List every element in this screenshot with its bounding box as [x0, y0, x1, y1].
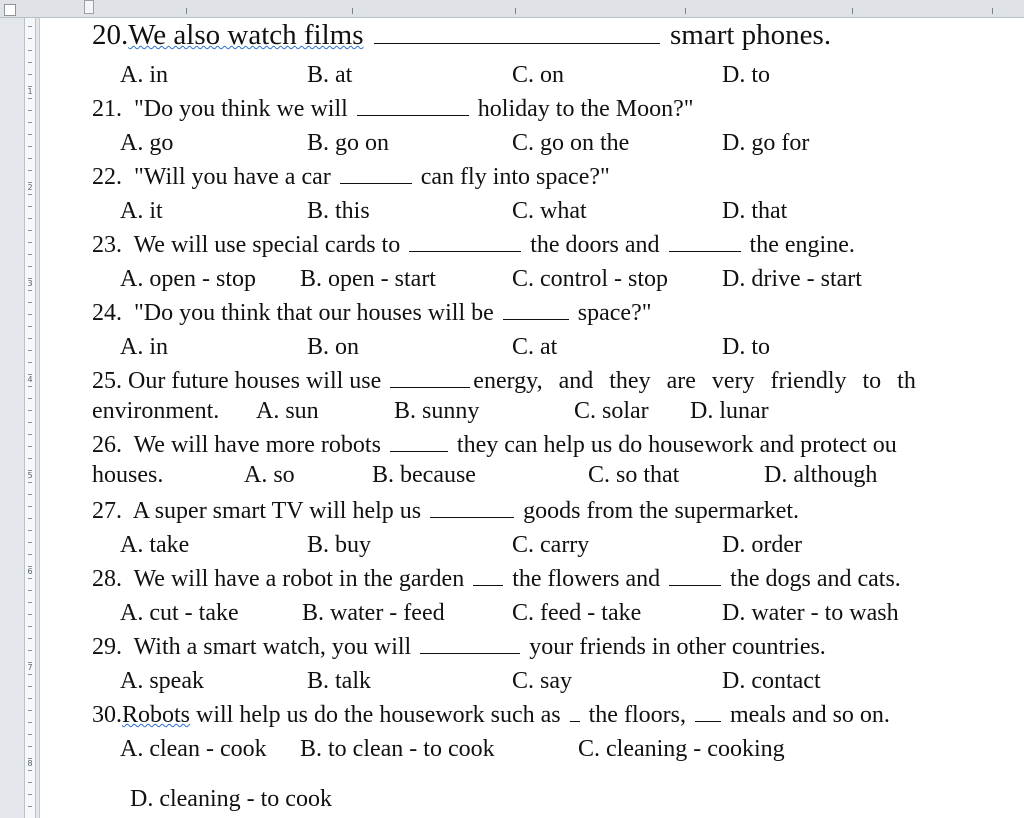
question-24: [92, 298, 652, 328]
option-c[interactable]: C. at: [512, 334, 558, 360]
ruler-tick: [28, 62, 32, 63]
ruler-tick: [28, 254, 32, 255]
question-number: 26.: [92, 432, 122, 458]
option-d[interactable]: D. cleaning - to cook: [130, 786, 332, 812]
ruler-tick: [28, 362, 32, 363]
option-d[interactable]: D. lunar: [690, 398, 769, 424]
option-c[interactable]: C. say: [512, 668, 572, 694]
question-text-end: space?": [577, 300, 652, 326]
ruler-number: 5: [27, 471, 33, 480]
question-number: 25.: [92, 368, 122, 394]
ruler-tick: [28, 50, 32, 51]
ruler-number: 8: [27, 759, 33, 768]
answer-blank[interactable]: [669, 585, 721, 586]
ruler-tick: [28, 266, 32, 267]
ruler-tick: [28, 542, 32, 543]
first-line-indent-marker[interactable]: [84, 0, 94, 14]
question-21: [92, 94, 694, 124]
ruler-tick: [28, 326, 32, 327]
ruler-tick: [28, 746, 32, 747]
ruler-tick: [28, 98, 32, 99]
ruler-tick: [28, 110, 32, 111]
ruler-tick: [28, 146, 32, 147]
answer-blank[interactable]: [340, 183, 412, 184]
option-d[interactable]: D. to: [722, 62, 770, 88]
question-text-end: meals and so on.: [729, 702, 890, 728]
ruler-tick: [28, 74, 32, 75]
ruler-tick: [28, 806, 32, 807]
answer-blank[interactable]: [390, 387, 470, 388]
option-d[interactable]: D. go for: [722, 130, 810, 156]
ruler-tick: [852, 8, 853, 14]
option-a[interactable]: A. clean - cook: [120, 736, 267, 762]
ruler-tick: [28, 650, 32, 651]
ruler-tick: [28, 158, 32, 159]
ruler-number: 6: [27, 567, 33, 576]
answer-blank[interactable]: [473, 585, 503, 586]
ruler-tick: [28, 434, 32, 435]
ruler-tick: [28, 422, 32, 423]
ruler-tick: [28, 530, 32, 531]
answer-blank[interactable]: [409, 251, 521, 252]
question-30: [92, 700, 890, 730]
answer-blank[interactable]: [503, 319, 569, 320]
question-23: [92, 230, 855, 260]
option-c[interactable]: C. go on the: [512, 130, 630, 156]
question-number: 29.: [92, 634, 122, 660]
answer-blank[interactable]: [695, 721, 721, 722]
option-d[interactable]: D. order: [722, 532, 802, 558]
question-28: [92, 564, 901, 594]
option-a[interactable]: A. so: [244, 462, 295, 488]
ruler-tick: [28, 734, 32, 735]
ruler-tick: [28, 398, 32, 399]
ruler-tick: [28, 674, 32, 675]
question-text-end: goods from the supermarket.: [523, 498, 800, 524]
question-number: 21.: [92, 96, 122, 122]
option-b[interactable]: B. water - feed: [302, 600, 445, 626]
question-text: We also watch films: [128, 19, 364, 51]
ruler-tick: [28, 314, 32, 315]
question-text: A super smart TV will help us: [132, 498, 422, 524]
ruler-tick: [28, 794, 32, 795]
question-text: We will have a robot in the garden: [133, 566, 465, 592]
ruler-tick: [28, 170, 32, 171]
question-number: 22.: [92, 164, 122, 190]
answer-blank[interactable]: [390, 451, 448, 452]
question-number: 30.: [92, 702, 122, 728]
question-text: will help us do the housework such as: [196, 702, 561, 728]
ruler-tick: [28, 578, 32, 579]
ruler-tick: [28, 230, 32, 231]
ruler-number: 4: [27, 375, 33, 384]
answer-blank[interactable]: [420, 653, 520, 654]
question-text: "Do you think that our houses will be: [134, 300, 494, 326]
question-text-middle: the doors and: [530, 232, 660, 258]
ruler-number: 3: [27, 279, 33, 288]
ruler-tick: [28, 26, 32, 27]
question-text-end: the dogs and cats.: [730, 566, 901, 592]
ruler-tick: [352, 8, 353, 14]
option-a[interactable]: A. go: [120, 130, 174, 156]
ruler-tick: [685, 8, 686, 14]
ruler-tick: [28, 338, 32, 339]
option-b[interactable]: B. buy: [307, 532, 372, 558]
question-text-end: they can help us do housework and protect ou: [456, 432, 897, 458]
ruler-number: 2: [27, 183, 33, 192]
ruler-tick: [28, 410, 32, 411]
option-b[interactable]: B. go on: [307, 130, 390, 156]
option-d[interactable]: D. to: [722, 334, 770, 360]
ruler-number: 7: [27, 663, 33, 672]
ruler-tick: [28, 218, 32, 219]
option-b[interactable]: B. at: [307, 62, 353, 88]
vertical-ruler: [0, 18, 40, 818]
question-26: [92, 430, 897, 460]
ruler-tick: [28, 590, 32, 591]
option-a[interactable]: A. open - stop: [120, 266, 256, 292]
option-d[interactable]: D. drive - start: [722, 266, 862, 292]
question-text: We will use special cards to: [133, 232, 401, 258]
option-d[interactable]: D. contact: [722, 668, 821, 694]
question-text: With a smart watch, you will: [133, 634, 412, 660]
option-c[interactable]: C. feed - take: [512, 600, 642, 626]
question-text-middle: the floors,: [588, 702, 686, 728]
option-c[interactable]: C. on: [512, 62, 565, 88]
answer-blank[interactable]: [669, 251, 741, 252]
question-text: "Do you think we will: [134, 96, 348, 122]
ruler-tick: [992, 8, 993, 14]
option-b[interactable]: B. to clean - to cook: [300, 736, 495, 762]
ruler-tick: [28, 602, 32, 603]
ruler-tick: [28, 638, 32, 639]
option-a[interactable]: A. in: [120, 62, 168, 88]
question-text-end: the engine.: [749, 232, 855, 258]
option-a[interactable]: A. cut - take: [120, 600, 239, 626]
answer-blank[interactable]: [430, 517, 514, 518]
ruler-tick: [28, 206, 32, 207]
option-a[interactable]: A. in: [120, 334, 168, 360]
option-b[interactable]: B. on: [307, 334, 360, 360]
ruler-tick: [28, 350, 32, 351]
ruler-tick: [28, 782, 32, 783]
question-number: 27.: [92, 498, 122, 524]
question-text-middle: the flowers and: [512, 566, 661, 592]
question-number: 24.: [92, 300, 122, 326]
ruler-tick: [186, 8, 187, 14]
ruler-tick: [28, 194, 32, 195]
ruler-tick: [28, 554, 32, 555]
ruler-tick: [28, 122, 32, 123]
option-c[interactable]: C. what: [512, 198, 587, 224]
option-d[interactable]: D. that: [722, 198, 788, 224]
ruler-tick: [28, 710, 32, 711]
option-c[interactable]: C. so that: [588, 462, 680, 488]
ruler-tick: [28, 518, 32, 519]
ruler-number: 1: [27, 87, 33, 96]
question-25-continuation: environment.: [92, 398, 220, 424]
ruler-tick: [28, 458, 32, 459]
option-d[interactable]: D. water - to wash: [722, 600, 899, 626]
ruler-tick: [28, 290, 32, 291]
option-c[interactable]: C. control - stop: [512, 266, 668, 292]
question-text-end: holiday to the Moon?": [477, 96, 694, 122]
option-d[interactable]: D. although: [764, 462, 878, 488]
question-text: We will have more robots: [133, 432, 381, 458]
option-b[interactable]: B. talk: [307, 668, 371, 694]
document-page[interactable]: [42, 18, 1024, 818]
option-b[interactable]: B. this: [307, 198, 370, 224]
question-22: [92, 162, 610, 192]
ruler-tick: [28, 770, 32, 771]
ruler-tick: [28, 38, 32, 39]
option-b[interactable]: B. because: [372, 462, 476, 488]
question-text-end: your friends in other countries.: [529, 634, 826, 660]
ruler-tick: [28, 386, 32, 387]
question-text: Our future houses will use: [128, 368, 382, 394]
option-a[interactable]: A. sun: [256, 398, 319, 424]
ruler-tick: [28, 506, 32, 507]
question-26-continuation: houses.: [92, 462, 164, 488]
ruler-tick: [28, 614, 32, 615]
ruler-tick: [28, 698, 32, 699]
horizontal-ruler: [0, 0, 1024, 18]
ruler-tick: [28, 242, 32, 243]
option-a[interactable]: A. speak: [120, 668, 204, 694]
answer-blank[interactable]: [357, 115, 469, 116]
question-text-end: smart phones.: [670, 19, 832, 51]
ruler-tick: [28, 686, 32, 687]
question-27: [92, 496, 799, 526]
option-c[interactable]: C. solar: [574, 398, 649, 424]
ruler-tick: [28, 494, 32, 495]
option-a[interactable]: A. it: [120, 198, 163, 224]
option-a[interactable]: A. take: [120, 532, 190, 558]
question-number: 28.: [92, 566, 122, 592]
ruler-tick: [28, 722, 32, 723]
question-20: [92, 20, 831, 50]
ruler-tick: [28, 482, 32, 483]
question-number: 20.: [92, 19, 129, 51]
option-c[interactable]: C. cleaning - cooking: [578, 736, 785, 762]
ruler-tick: [28, 626, 32, 627]
question-number: 23.: [92, 232, 122, 258]
ruler-tick: [28, 134, 32, 135]
option-b[interactable]: B. sunny: [394, 398, 480, 424]
question-text-first-word: Robots: [122, 702, 191, 728]
question-text-end: can fly into space?": [420, 164, 610, 190]
question-25: [92, 366, 916, 396]
option-c[interactable]: C. carry: [512, 532, 590, 558]
question-text: "Will you have a car: [134, 164, 331, 190]
tab-selector-button[interactable]: [4, 4, 16, 16]
ruler-tick: [28, 302, 32, 303]
option-b[interactable]: B. open - start: [300, 266, 436, 292]
ruler-tick: [28, 446, 32, 447]
answer-blank[interactable]: [374, 43, 660, 44]
question-29: [92, 632, 826, 662]
answer-blank[interactable]: [570, 721, 580, 722]
question-text-end: energy, and they are very friendly to th: [473, 368, 916, 394]
ruler-tick: [515, 8, 516, 14]
